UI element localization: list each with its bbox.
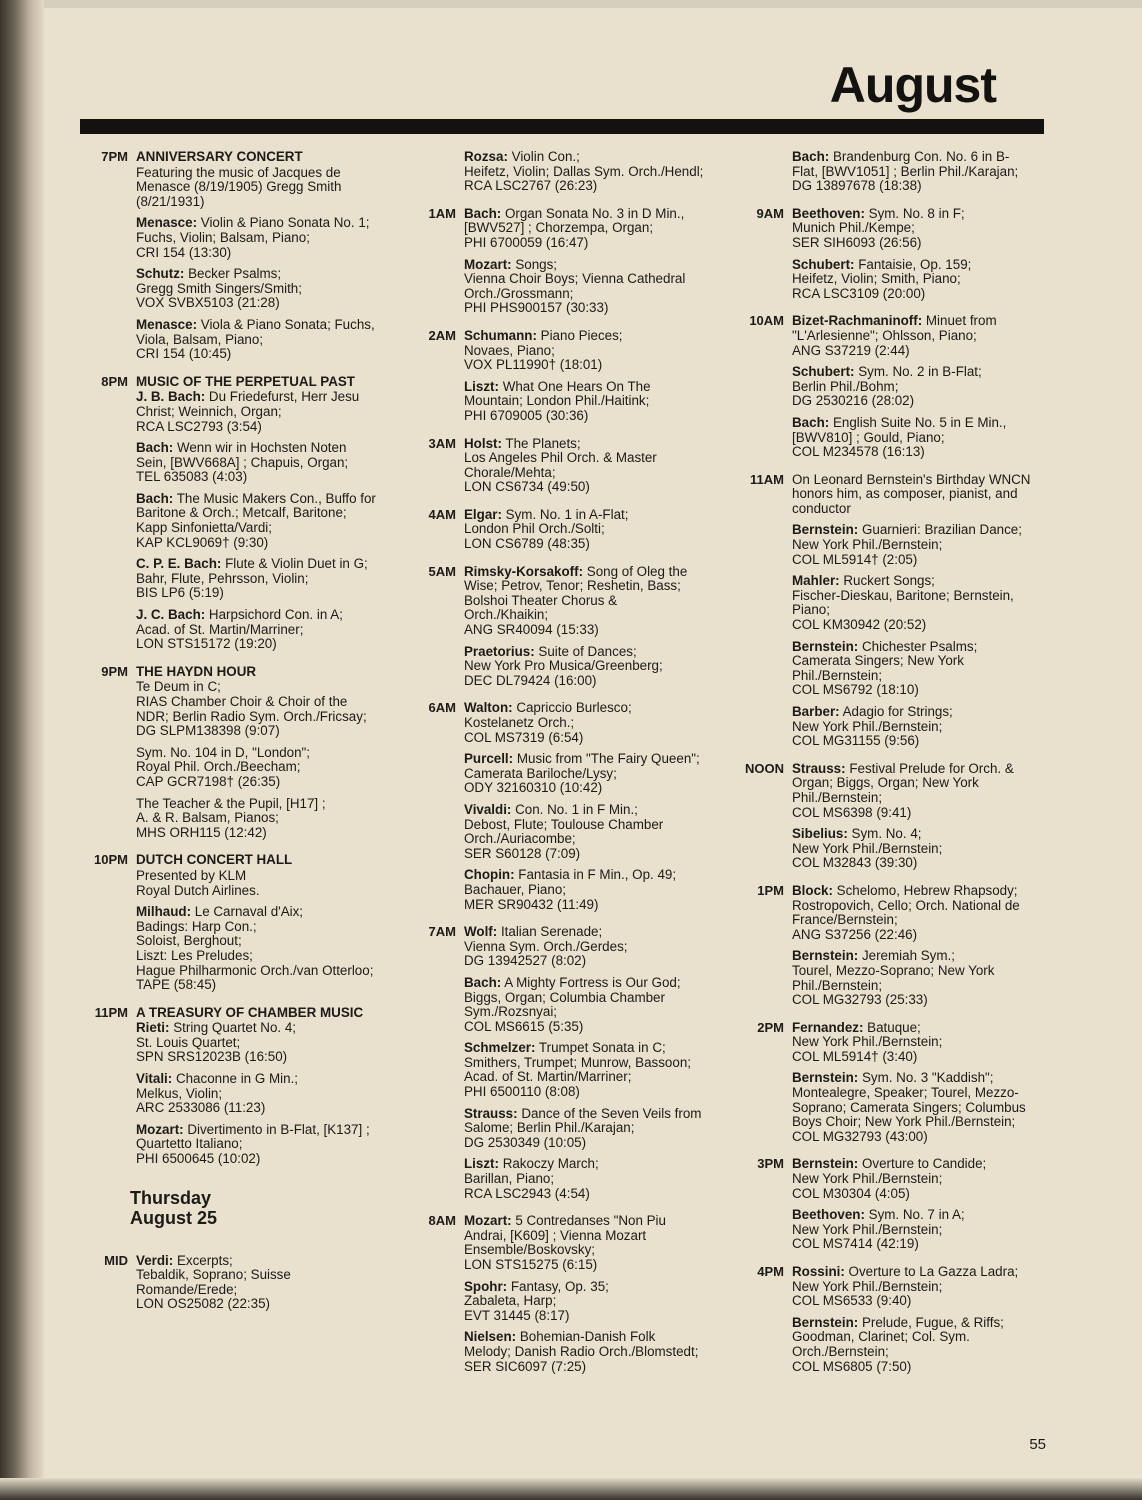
listing-entry bbox=[792, 416, 1032, 460]
listing-entry bbox=[136, 390, 376, 434]
listing-entry bbox=[792, 762, 1032, 820]
listing-text: Con. No. 1 in F Min.; Debost, Flute; Toulouse Chamber Orch./Auriacombe; SER S60128 (7:09) bbox=[464, 801, 664, 861]
composer-name: Strauss: bbox=[464, 1105, 518, 1121]
listing-text: The Teacher & the Pupil, [H17] ; A. & R. Balsam, Pianos; MHS ORH115 (12:42) bbox=[136, 795, 326, 840]
listing-text: Excerpts; Tebaldik, Soprano; Suisse Romande/Erede; LON OS25082 (22:35) bbox=[136, 1252, 291, 1312]
time-slot bbox=[404, 508, 704, 559]
slot-body bbox=[792, 150, 1032, 201]
composer-name: Strauss: bbox=[792, 760, 846, 776]
listing-entry bbox=[136, 216, 376, 260]
page-top-edge bbox=[0, 0, 1142, 8]
composer-name: Vivaldi: bbox=[464, 801, 512, 817]
listing-text: Violin Con.; Heifetz, Violin; Dallas Sym. Orch./Hendl; RCA LSC2767 (26:23) bbox=[464, 149, 704, 194]
listing-entry bbox=[464, 1157, 704, 1201]
slot-body bbox=[792, 1021, 1032, 1152]
listing-text: Le Carnaval d'Aix; Badings: Harp Con.; Soloist, Berghout; Liszt: Les Preludes; Hague Philharmonic Orch./van Otterloo; TAPE (58:45) bbox=[136, 904, 374, 993]
listing-entry bbox=[792, 473, 1032, 517]
slot-time: MID bbox=[104, 1252, 128, 1268]
listing-entry bbox=[464, 1041, 704, 1099]
listing-text: Presented by KLM Royal Dutch Airlines. bbox=[136, 867, 260, 898]
listing-entry bbox=[792, 1265, 1032, 1309]
time-slot bbox=[732, 314, 1032, 466]
composer-name: Schubert: bbox=[792, 256, 855, 272]
time-slot bbox=[76, 665, 376, 848]
listing-entry bbox=[136, 905, 376, 993]
listing-entry bbox=[792, 1208, 1032, 1252]
slot-time: 7PM bbox=[101, 149, 128, 164]
slot-time: 8PM bbox=[101, 373, 128, 389]
listing-entry bbox=[464, 1330, 704, 1374]
slot-body bbox=[136, 665, 376, 848]
slot-time: 1AM bbox=[428, 205, 456, 221]
composer-name: Rimsky-Korsakoff: bbox=[464, 563, 584, 579]
listing-entry bbox=[792, 207, 1032, 251]
listing-text: A Mighty Fortress is Our God; Biggs, Organ; Columbia Chamber Sym./Rozsnyai; COL MS6615 (5:35) bbox=[464, 974, 681, 1034]
time-slot bbox=[732, 1265, 1032, 1381]
slot-body bbox=[464, 701, 704, 919]
composer-name: Schmelzer: bbox=[464, 1040, 536, 1056]
listing-text: Sym. No. 1 in A-Flat; London Phil Orch./Solti; LON CS6789 (48:35) bbox=[464, 506, 629, 552]
slot-body bbox=[464, 565, 704, 696]
composer-name: J. C. Bach: bbox=[136, 607, 206, 623]
composer-name: Barber: bbox=[792, 704, 840, 719]
composer-name: Vitali: bbox=[136, 1071, 173, 1087]
slot-time bbox=[404, 150, 464, 201]
slot-time: 4PM bbox=[757, 1264, 784, 1279]
time-slot bbox=[404, 437, 704, 502]
listing-text: Songs; Vienna Choir Boys; Vienna Cathedral Orch./Grossmann; PHI PHS900157 (30:33) bbox=[464, 256, 686, 316]
listing-entry bbox=[792, 1021, 1032, 1065]
listing-text: Sym. No. 4; New York Phil./Bernstein; COL M32843 (39:30) bbox=[792, 826, 943, 871]
slot-time: 7AM bbox=[428, 924, 456, 940]
listing-text: Fantasia in F Min., Op. 49; Bachauer, Piano; MER SR90432 (11:49) bbox=[464, 867, 677, 912]
listing-text: Sym. No. 3 "Kaddish"; Montealegre, Speaker; Tourel, Mezzo-Soprano; Camerata Singers; Columbus Boys Choir; New York Phil./Bernstein; COL MG32793 (43:00) bbox=[792, 1070, 1026, 1144]
listing-entry bbox=[464, 150, 704, 194]
listing-text: The Music Makers Con., Buffo for Baritone & Orch.; Metcalf, Baritone; Kapp Sinfonietta/Vardi; KAP KCL9069† (9:30) bbox=[136, 490, 376, 550]
listing-text: Sym. No. 7 in A; New York Phil./Bernstein; COL MS7414 (42:19) bbox=[792, 1207, 965, 1252]
listing-entry bbox=[136, 492, 376, 550]
composer-name: Holst: bbox=[464, 435, 502, 451]
composer-name: Chopin: bbox=[464, 867, 515, 883]
listing-entry bbox=[792, 705, 1032, 749]
composer-name: Block: bbox=[792, 882, 833, 898]
slot-body bbox=[136, 375, 376, 659]
composer-name: Bernstein: bbox=[792, 1314, 859, 1330]
time-slot bbox=[76, 375, 376, 659]
time-slot bbox=[404, 150, 704, 201]
slot-time: 10AM bbox=[749, 313, 784, 329]
slot-time: 10PM bbox=[94, 852, 128, 868]
listing-text: Chichester Psalms; Camerata Singers; New York Phil./Bernstein; COL MS6792 (18:10) bbox=[792, 638, 978, 698]
listing-entry bbox=[464, 1107, 704, 1151]
listing-text: Song of Oleg the Wise; Petrov, Tenor; Reshetin, Bass; Bolshoi Theater Chorus & Orch./Khaikin; ANG SR40094 (15:33) bbox=[464, 563, 688, 638]
composer-name: Milhaud: bbox=[136, 904, 192, 920]
listing-entry bbox=[792, 884, 1032, 942]
composer-name: Bernstein: bbox=[792, 638, 859, 654]
slot-time: 8AM bbox=[428, 1213, 456, 1229]
time-slot bbox=[76, 1006, 376, 1174]
time-slot bbox=[76, 853, 376, 999]
time-slot bbox=[76, 150, 376, 369]
listing-entry bbox=[792, 574, 1032, 632]
listing-entry bbox=[464, 437, 704, 495]
composer-name: Bach: bbox=[136, 490, 174, 506]
listing-entry bbox=[464, 1280, 704, 1324]
listing-text: Viola & Piano Sonata; Fuchs, Viola, Balsam, Piano; CRI 154 (10:45) bbox=[136, 316, 375, 362]
composer-name: Schumann: bbox=[464, 327, 537, 343]
composer-name: Bach: bbox=[464, 205, 502, 221]
composer-name: Liszt: bbox=[464, 1156, 499, 1172]
listing-text: Divertimento in B-Flat, [K137] ; Quartetto Italiano; PHI 6500645 (10:02) bbox=[136, 1121, 370, 1167]
listing-text: Rakoczy March; Barillan, Piano; RCA LSC2943 (4:54) bbox=[464, 1156, 599, 1201]
listing-entry bbox=[136, 680, 376, 738]
header-rule bbox=[80, 119, 1044, 134]
composer-name: C. P. E. Bach: bbox=[136, 556, 222, 572]
listing-text: Sym. No. 8 in F; Munich Phil./Kempe; SER SIH6093 (26:56) bbox=[792, 205, 965, 250]
slot-body bbox=[136, 1006, 376, 1174]
composer-name: Bach: bbox=[792, 149, 830, 164]
composer-name: Mozart: bbox=[136, 1121, 184, 1137]
listing-entry bbox=[136, 1254, 376, 1312]
composer-name: Bach: bbox=[136, 440, 174, 456]
listing-entry bbox=[792, 523, 1032, 567]
time-slot bbox=[732, 207, 1032, 309]
slot-body bbox=[792, 1265, 1032, 1381]
column-2 bbox=[404, 150, 704, 1387]
listing-entry bbox=[464, 380, 704, 424]
page-bottom-edge bbox=[0, 1478, 1142, 1500]
listing-text: Trumpet Sonata in C; Smithers, Trumpet; Munrow, Bassoon; Acad. of St. Martin/Marriner; PHI 6500110 (8:08) bbox=[464, 1040, 691, 1100]
slot-body bbox=[792, 473, 1032, 756]
slot-body bbox=[792, 207, 1032, 309]
time-slot bbox=[732, 150, 1032, 201]
slot-body bbox=[792, 1157, 1032, 1259]
program-title: ANNIVERSARY CONCERT bbox=[136, 149, 303, 164]
slot-body bbox=[136, 853, 376, 999]
slot-body bbox=[792, 314, 1032, 466]
listing-text: 5 Contredanses "Non Piu Andrai, [K609] ; Vienna Mozart Ensemble/Boskovsky; LON STS15275 (6:15) bbox=[464, 1213, 666, 1272]
listing-text: Capriccio Burlesco; Kostelanetz Orch.; COL MS7319 (6:54) bbox=[464, 700, 632, 745]
time-slot bbox=[404, 329, 704, 431]
composer-name: Wolf: bbox=[464, 924, 498, 940]
time-slot bbox=[404, 701, 704, 919]
time-slot bbox=[404, 565, 704, 696]
composer-name: Elgar: bbox=[464, 506, 502, 522]
listing-text: Overture to La Gazza Ladra; New York Phil./Bernstein; COL MS6533 (9:40) bbox=[792, 1264, 1019, 1309]
column-3 bbox=[732, 150, 1032, 1387]
time-slot bbox=[732, 473, 1032, 756]
time-slot bbox=[404, 207, 704, 323]
listing-entry bbox=[464, 976, 704, 1034]
listing-entry bbox=[136, 608, 376, 652]
listing-text: Flute & Violin Duet in G; Bahr, Flute, Pehrsson, Violin; BIS LP6 (5:19) bbox=[136, 556, 368, 601]
composer-name: Walton: bbox=[464, 700, 513, 716]
listing-entry bbox=[464, 752, 704, 796]
program-title: A TREASURY OF CHAMBER MUSIC bbox=[136, 1004, 364, 1020]
listing-text: Batuque; New York Phil./Bernstein; COL ML5914† (3:40) bbox=[792, 1019, 943, 1064]
composer-name: Bernstein: bbox=[792, 522, 859, 538]
time-slot bbox=[732, 1021, 1032, 1152]
listing-text: Bohemian-Danish Folk Melody; Danish Radio Orch./Blomstedt; SER SIC6097 (7:25) bbox=[464, 1329, 699, 1374]
listing-text: Du Friedefurst, Herr Jesu Christ; Weinnich, Organ; RCA LSC2793 (3:54) bbox=[136, 389, 360, 434]
composer-name: Rieti: bbox=[136, 1020, 170, 1036]
composer-name: Mahler: bbox=[792, 573, 840, 589]
slot-time: 2PM bbox=[757, 1019, 784, 1035]
composer-name: J. B. Bach: bbox=[136, 389, 206, 405]
listing-text: Prelude, Fugue, & Riffs; Goodman, Clarinet; Col. Sym. Orch./Bernstein; COL MS6805 (7:50) bbox=[792, 1314, 1004, 1374]
listing-entry bbox=[792, 258, 1032, 302]
listing-entry bbox=[792, 949, 1032, 1007]
listing-entry bbox=[464, 1214, 704, 1272]
listing-entry bbox=[464, 565, 704, 638]
listing-text: Violin & Piano Sonata No. 1; Fuchs, Violin; Balsam, Piano; CRI 154 (13:30) bbox=[136, 215, 370, 260]
listing-text: String Quartet No. 4; St. Louis Quartet; SPN SRS12023B (16:50) bbox=[136, 1020, 297, 1065]
listing-text: Overture to Candide; New York Phil./Bernstein; COL M30304 (4:05) bbox=[792, 1156, 987, 1201]
slot-time: 1PM bbox=[757, 882, 784, 898]
slot-time: 3PM bbox=[757, 1156, 784, 1172]
listing-entry bbox=[136, 166, 376, 210]
listing-entry bbox=[792, 314, 1032, 358]
composer-name: Spohr: bbox=[464, 1278, 508, 1294]
listing-entry bbox=[136, 1123, 376, 1167]
listing-text: Adagio for Strings; New York Phil./Bernstein; COL MG31155 (9:56) bbox=[792, 704, 953, 749]
composer-name: Praetorius: bbox=[464, 643, 535, 659]
listing-text: Sym. No. 2 in B-Flat; Berlin Phil./Bohm; DG 2530216 (28:02) bbox=[792, 364, 982, 409]
listing-text: Te Deum in C; RIAS Chamber Choir & Choir of the NDR; Berlin Radio Sym. Orch./Fricsay; DG SLPM138398 (9:07) bbox=[136, 679, 367, 739]
composer-name: Bernstein: bbox=[792, 1070, 859, 1086]
listing-entry bbox=[136, 797, 376, 841]
listing-text: Featuring the music of Jacques de Menasce (8/19/1905) Gregg Smith (8/21/1931) bbox=[136, 164, 342, 209]
listing-text: Minuet from "L'Arlesienne"; Ohlsson, Piano; ANG S37219 (2:44) bbox=[792, 313, 997, 358]
composer-name: Schutz: bbox=[136, 266, 185, 282]
composer-name: Bizet-Rachmaninoff: bbox=[792, 313, 923, 329]
listing-text: What One Hears On The Mountain; London Phil./Haitink; PHI 6709005 (30:36) bbox=[464, 378, 651, 423]
listing-text: Music from "The Fairy Queen"; Camerata Bariloche/Lysy; ODY 32160310 (10:42) bbox=[464, 751, 700, 796]
composer-name: Beethoven: bbox=[792, 1207, 865, 1223]
listing-text: Ruckert Songs; Fischer-Dieskau, Baritone; Bernstein, Piano; COL KM30942 (20:52) bbox=[792, 573, 1014, 633]
listing-entry bbox=[792, 1157, 1032, 1201]
month-heading: August bbox=[829, 57, 996, 113]
composer-name: Menasce: bbox=[136, 215, 198, 231]
composer-name: Verdi: bbox=[136, 1252, 174, 1268]
composer-name: Rozsa: bbox=[464, 149, 508, 164]
listing-text: Harpsichord Con. in A; Acad. of St. Martin/Marriner; LON STS15172 (19:20) bbox=[136, 607, 343, 652]
listing-text: On Leonard Bernstein's Birthday WNCN honors him, as composer, pianist, and conductor bbox=[792, 471, 1031, 516]
program-title: DUTCH CONCERT HALL bbox=[136, 852, 293, 868]
slot-time: 4AM bbox=[428, 506, 456, 522]
listing-entry bbox=[136, 441, 376, 485]
listing-entry bbox=[464, 925, 704, 969]
listing-entry bbox=[136, 1021, 376, 1065]
slot-body bbox=[464, 207, 704, 323]
listing-text: Brandenburg Con. No. 6 in B-Flat, [BWV1051] ; Berlin Phil./Karajan; DG 13897678 (18:38) bbox=[792, 149, 1019, 194]
listing-text: Italian Serenade; Vienna Sym. Orch./Gerdes; DG 13942527 (8:02) bbox=[464, 924, 628, 969]
listing-text: English Suite No. 5 in E Min., [BWV810] ; Gould, Piano; COL M234578 (16:13) bbox=[792, 414, 1007, 460]
listing-text: Schelomo, Hebrew Rhapsody; Rostropovich, Cello; Orch. National de France/Bernstein; ANG S37256 (22:46) bbox=[792, 882, 1020, 942]
binding-spine bbox=[0, 0, 44, 1500]
listing-entry bbox=[464, 329, 704, 373]
composer-name: Beethoven: bbox=[792, 205, 865, 221]
listing-entry bbox=[136, 869, 376, 898]
slot-time: 11AM bbox=[750, 471, 784, 487]
listing-text: Fantaisie, Op. 159; Heifetz, Violin; Smith, Piano; RCA LSC3109 (20:00) bbox=[792, 256, 972, 301]
slot-body bbox=[464, 508, 704, 559]
slot-time: 2AM bbox=[428, 327, 456, 343]
composer-name: Mozart: bbox=[464, 256, 512, 272]
composer-name: Bernstein: bbox=[792, 948, 859, 964]
column-1 bbox=[76, 150, 376, 1325]
listing-entry bbox=[464, 803, 704, 861]
listing-text: Chaconne in G Min.; Melkus, Violin; ARC 2533086 (11:23) bbox=[136, 1071, 299, 1116]
composer-name: Menasce: bbox=[136, 316, 198, 332]
composer-name: Bach: bbox=[464, 974, 502, 990]
listing-text: Piano Pieces; Novaes, Piano; VOX PL11990† (18:01) bbox=[464, 327, 623, 373]
slot-time: NOON bbox=[745, 760, 784, 776]
listing-text: Jeremiah Sym.; Tourel, Mezzo-Soprano; New York Phil./Bernstein; COL MG32793 (25:33) bbox=[792, 948, 995, 1008]
listing-text: Organ Sonata No. 3 in D Min., [BWV527] ; Chorzempa, Organ; PHI 6700059 (16:47) bbox=[464, 205, 685, 250]
listing-text: Dance of the Seven Veils from Salome; Berlin Phil./Karajan; DG 2530349 (10:05) bbox=[464, 1105, 702, 1150]
composer-name: Purcell: bbox=[464, 751, 514, 767]
slot-body bbox=[464, 329, 704, 431]
composer-name: Schubert: bbox=[792, 364, 855, 380]
composer-name: Mozart: bbox=[464, 1213, 512, 1229]
listing-entry bbox=[792, 1316, 1032, 1374]
composer-name: Sibelius: bbox=[792, 826, 848, 842]
listing-entry bbox=[464, 645, 704, 689]
time-slot bbox=[404, 1214, 704, 1381]
listing-entry bbox=[792, 1071, 1032, 1144]
time-slot bbox=[732, 1157, 1032, 1259]
slot-body bbox=[136, 150, 376, 369]
listing-text: Wenn wir in Hochsten Noten Sein, [BWV668A] ; Chapuis, Organ; TEL 635083 (4:03) bbox=[136, 440, 349, 485]
listing-text: Suite of Dances; New York Pro Musica/Greenberg; DEC DL79424 (16:00) bbox=[464, 643, 663, 688]
listing-text: Festival Prelude for Orch. & Organ; Biggs, Organ; New York Phil./Bernstein; COL MS6398 (9:41) bbox=[792, 760, 1014, 820]
listing-text: Fantasy, Op. 35; Zabaleta, Harp; EVT 31445 (8:17) bbox=[464, 1278, 609, 1323]
composer-name: Bernstein: bbox=[792, 1156, 859, 1172]
slot-body bbox=[464, 150, 704, 201]
listing-text: Sym. No. 104 in D, "London"; Royal Phil. Orch./Beecham; CAP GCR7198† (26:35) bbox=[136, 744, 311, 789]
slot-body bbox=[464, 437, 704, 502]
listing-text: Becker Psalms; Gregg Smith Singers/Smith; VOX SVBX5103 (21:28) bbox=[136, 266, 302, 311]
slot-body bbox=[136, 1254, 376, 1319]
slot-time: 9AM bbox=[756, 205, 784, 221]
listing-entry bbox=[464, 868, 704, 912]
listing-entry bbox=[136, 746, 376, 790]
composer-name: Fernandez: bbox=[792, 1019, 864, 1035]
listing-entry bbox=[136, 267, 376, 311]
slot-time bbox=[732, 150, 792, 201]
composer-name: Nielsen: bbox=[464, 1329, 517, 1345]
listing-entry bbox=[464, 701, 704, 745]
listing-entry bbox=[792, 150, 1032, 194]
slot-time: 5AM bbox=[428, 563, 456, 579]
listing-text: Guarnieri: Brazilian Dance; New York Phil./Bernstein; COL ML5914† (2:05) bbox=[792, 522, 1022, 567]
slot-body bbox=[792, 762, 1032, 878]
slot-time: 11PM bbox=[94, 1004, 128, 1020]
time-slot bbox=[732, 762, 1032, 878]
listing-entry bbox=[136, 557, 376, 601]
page-number: 55 bbox=[1029, 1436, 1046, 1453]
composer-name: Rossini: bbox=[792, 1264, 845, 1279]
listing-entry bbox=[136, 1072, 376, 1116]
composer-name: Liszt: bbox=[464, 378, 499, 394]
listing-entry bbox=[464, 207, 704, 251]
slot-body bbox=[464, 925, 704, 1208]
listing-entry bbox=[792, 640, 1032, 698]
listing-entry bbox=[136, 318, 376, 362]
slot-body bbox=[464, 1214, 704, 1381]
program-title: THE HAYDN HOUR bbox=[136, 663, 257, 679]
composer-name: Bach: bbox=[792, 414, 830, 430]
program-title: MUSIC OF THE PERPETUAL PAST bbox=[136, 373, 355, 389]
time-slot bbox=[404, 925, 704, 1208]
listing-entry bbox=[792, 827, 1032, 871]
slot-time: 3AM bbox=[428, 435, 456, 451]
listing-text: The Planets; Los Angeles Phil Orch. & Master Chorale/Mehta; LON CS6734 (49:50) bbox=[464, 435, 657, 495]
listing-entry bbox=[464, 508, 704, 552]
slot-time: 6AM bbox=[428, 700, 456, 716]
time-slot bbox=[732, 884, 1032, 1015]
slot-time: 9PM bbox=[101, 663, 128, 679]
day-heading: Thursday August 25 bbox=[130, 1187, 218, 1228]
time-slot bbox=[76, 1254, 376, 1319]
listing-entry bbox=[464, 258, 704, 316]
slot-body bbox=[792, 884, 1032, 1015]
listing-entry bbox=[792, 365, 1032, 409]
